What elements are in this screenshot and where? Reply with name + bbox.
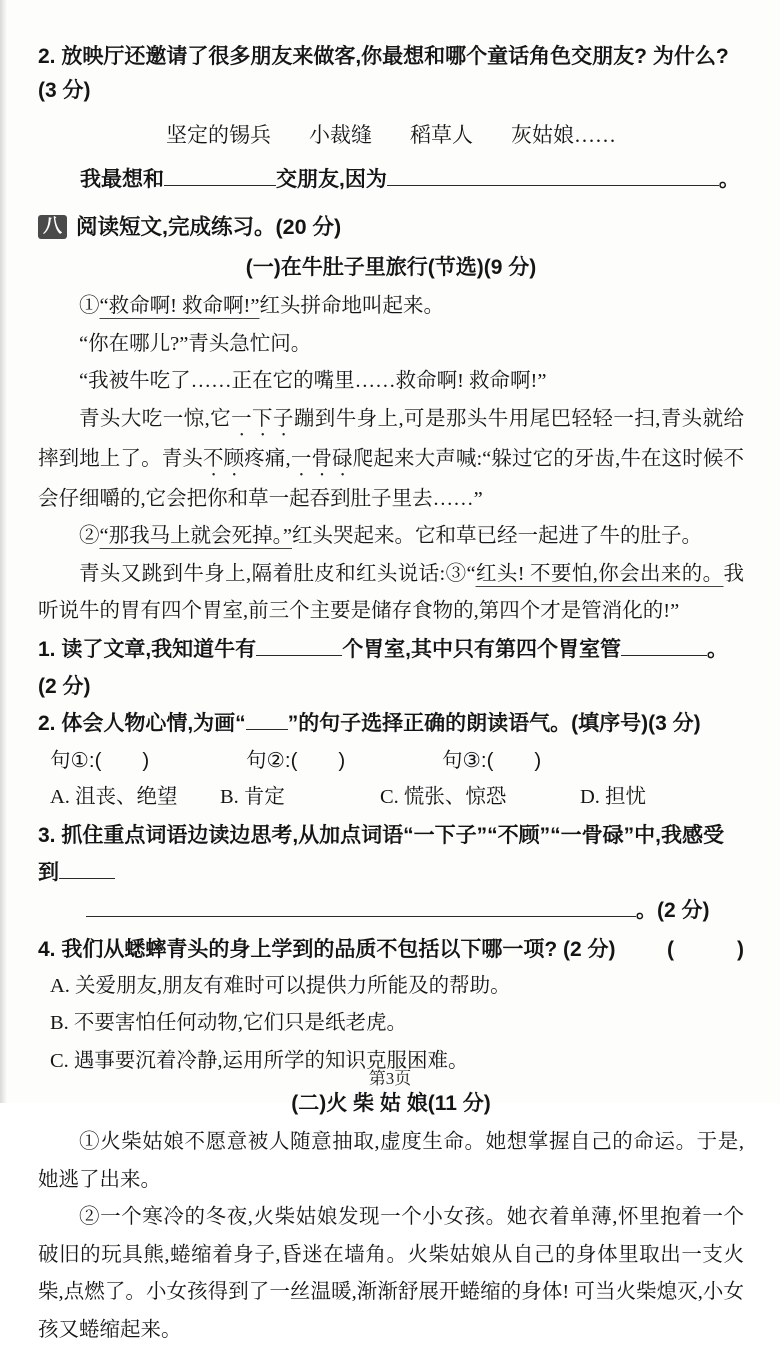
p1-question-4	[38, 931, 744, 968]
p1-question-4-option-b: B. 不要害怕任何动物,它们只是纸老虎。	[50, 1012, 408, 1034]
underlined-sentence: “那我马上就会死掉。”	[99, 525, 292, 547]
p1-question-4-option-c: C. 遇事要沉着冷静,运用所学的知识克服困难。	[50, 1049, 469, 1072]
text-run: 疼痛,	[244, 447, 291, 470]
underlined-sentence: “救命啊! 救命啊!”	[99, 295, 260, 317]
scan-edge-shadow	[0, 0, 7, 1103]
sentence-3-answer-slot: 句③:( )	[442, 748, 542, 772]
text-run: 2. 体会人物心情,为画“	[38, 711, 246, 735]
option-b: B. 肯定	[220, 786, 285, 808]
text-run: ②一个寒冷的冬夜,火柴姑娘发现一个小女孩。她衣着单薄,怀里抱着一个破旧的玩具熊,蜷缩着身子,昏迷在墙角。火柴姑娘从自己的身体里取出一支火柴,点燃了。小女孩得到了一丝温暖,渐渐舒展开蜷缩的身体! 可当火柴熄灭,小女孩又蜷缩起来。	[38, 1206, 744, 1341]
section-8-title: 阅读短文,完成练习。(20 分)	[76, 215, 342, 239]
emphasized-word: 一骨碌	[290, 447, 353, 470]
p1-question-3-line1	[38, 817, 744, 891]
role-option: 小裁缝	[309, 123, 372, 147]
text-run: 爬起来大声喊:“躲过它的牙齿,牛在这时候不会仔细嚼的,它会把你和草一起吞到肚子里去……”	[38, 447, 745, 510]
page-number: 第3页	[368, 1069, 412, 1088]
emphasized-word: 不顾	[203, 447, 245, 470]
section-8-header	[38, 210, 744, 244]
p1-question-2-fill-row	[50, 742, 744, 780]
passage-1-paragraph-3	[38, 363, 744, 401]
passage-2-paragraph-1	[38, 1124, 744, 1199]
passage-1-paragraph-5	[38, 518, 744, 556]
role-option: 灰姑娘……	[511, 123, 616, 147]
question-2-stem: 2. 放映厅还邀请了很多朋友来做客,你最想和哪个童话角色交朋友? 为什么? (3 分)	[38, 45, 729, 102]
p1-question-4-stem: 4. 我们从蟋蟀青头的身上学到的品质不包括以下哪一项? (2 分)	[38, 937, 616, 961]
passage-1-paragraph-4	[38, 401, 744, 519]
answer-blank	[86, 913, 636, 917]
sentence-1-answer-slot: 句①:( )	[50, 748, 150, 772]
p1-question-2-stem	[38, 705, 744, 742]
text-run: 青头大吃一惊,它	[79, 407, 232, 430]
p1-question-3-line2	[86, 891, 744, 931]
option-c: C. 慌张、惊恐	[380, 786, 507, 808]
answer-blank	[621, 652, 707, 656]
answer-mid: 交朋友,因为	[276, 168, 387, 191]
passage-1-paragraph-6	[38, 556, 744, 631]
text-run: 青头又跳到牛身上,隔着肚皮和红头说话:③“	[79, 562, 476, 585]
option-d: D. 担忧	[580, 786, 647, 808]
answer-blank	[164, 182, 276, 186]
passage-1-paragraph-2	[38, 326, 744, 364]
role-option: 坚定的锡兵	[166, 123, 271, 147]
text-run: 蹦到牛身上,可是那头牛用尾巴轻轻一扫,青头就给摔到地上了。青头	[38, 407, 745, 470]
text-run: 。(2 分)	[38, 637, 729, 698]
text-run: 红头哭起来。它和草已经一起进了牛的肚子。	[291, 525, 702, 547]
text-run: 3. 抓住重点词语边读边思考,从加点词语“一下子”“不顾”“一骨碌”中,我感受到	[38, 823, 725, 884]
p1-question-1	[38, 631, 744, 705]
text-run: 红头拼命地叫起来。	[259, 295, 444, 317]
underlined-sentence: 红头! 不要怕,你会出来的。	[475, 562, 724, 585]
passage-1-paragraph-1	[38, 288, 744, 326]
text-run: “我被牛吃了……正在它的嘴里……救命啊! 救命啊!”	[79, 370, 547, 392]
p1-question-4-answer-paren: ( )	[667, 937, 744, 961]
sentence-2-answer-slot: 句②:( )	[246, 748, 346, 772]
text-run: “你在哪儿?”青头急忙问。	[79, 332, 312, 355]
answer-blank	[256, 652, 342, 656]
answer-blank	[246, 726, 288, 730]
text-run: ①	[79, 295, 100, 317]
emphasized-word: 一下子	[231, 407, 294, 430]
passage-2-title: (二)火 柴 姑 娘(11 分)	[291, 1092, 491, 1115]
option-a: A. 沮丧、绝望	[50, 786, 178, 808]
text-run: ①火柴姑娘不愿意被人随意抽取,虚度生命。她想掌握自己的命运。于是,她逃了出来。	[38, 1131, 744, 1191]
text-run: 1. 读了文章,我知道牛有	[38, 637, 257, 661]
answer-blank	[59, 875, 115, 879]
text-run: 个胃室,其中只有第四个胃室管	[342, 637, 622, 661]
text-run: 。(2 分)	[636, 898, 710, 922]
p1-question-4-option-a: A. 关爱朋友,朋友有难时可以提供力所能及的帮助。	[50, 974, 511, 997]
section-number-badge: 八	[38, 215, 67, 239]
p1-question-2-options	[50, 779, 744, 817]
passage-2-paragraph-2	[38, 1199, 744, 1349]
text-run: ”的句子选择正确的朗读语气。(填序号)(3 分)	[287, 711, 701, 735]
role-options-row	[38, 120, 744, 150]
text-run: 我听说牛的胃有四个胃室,前三个主要是储存食物的,第四个才是管消化的!”	[38, 562, 745, 622]
passage-1-title: (一)在牛肚子里旅行(节选)(9 分)	[245, 256, 537, 279]
answer-blank	[387, 182, 719, 186]
answer-line	[38, 164, 744, 196]
answer-prefix: 我最想和	[80, 168, 164, 191]
role-option: 稻草人	[410, 123, 473, 147]
answer-period: 。	[718, 168, 740, 191]
text-run: ②	[79, 525, 100, 547]
